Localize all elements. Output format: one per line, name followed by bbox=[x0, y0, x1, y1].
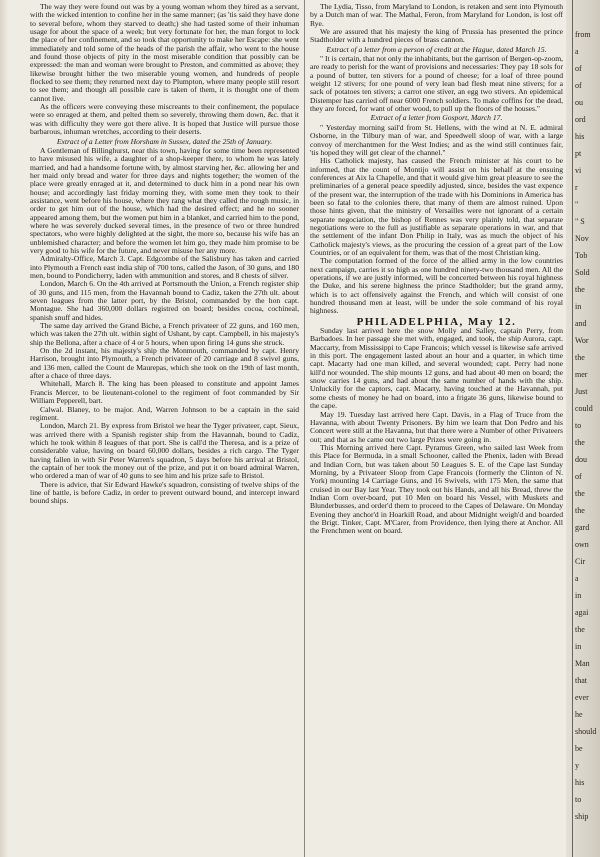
page-edge-shadow bbox=[0, 0, 8, 857]
article-paragraph: Calwal. Blaney, to be major. And, Warren Johnson to be a captain in the said regiment. bbox=[30, 404, 299, 422]
margin-fragment: a bbox=[575, 574, 579, 583]
article-paragraph: There is advice, that Sir Edward Hawke's squadron, consisting of twelve ships of the line of battle, is before Cadiz, in order to prevent outward bound, and intercept inward bound ships. bbox=[30, 479, 299, 506]
margin-fragment: the bbox=[575, 506, 585, 515]
article-paragraph: Admiralty-Office, March 3. Capt. Edgcombe of the Salisbury has taken and carried into Plymouth a French east india ship of 700 tons, called the Jason, of 30 guns, and 180 men, bound to Pondicherry, laden with ammunition and stores, and 8 chests of silver. bbox=[30, 254, 299, 280]
margin-fragment: mer bbox=[575, 370, 588, 379]
margin-fragment: of bbox=[575, 81, 582, 90]
article-paragraph: We are assured that his majesty the king of Prussia has presented the prince Stadtholder with a hundred pieces of brass cannon. bbox=[310, 27, 563, 45]
margin-fragment: Just bbox=[575, 387, 588, 396]
margin-fragment: y bbox=[575, 761, 579, 770]
margin-fragment: Nov bbox=[575, 234, 589, 243]
margin-fragment: agai bbox=[575, 608, 589, 617]
margin-fragment: " S bbox=[575, 217, 585, 226]
letter-heading: Extract of a letter from a person of credit at the Hague, dated March 15. bbox=[326, 44, 547, 54]
margin-fragment: Tob bbox=[575, 251, 588, 260]
article-paragraph: As the officers were conveying these miscreants to their confinement, the populace were so enraged at them, and pelted them so severely, throwing them down, &c. that it was with difficulty they were got there alive. It is hoped that Justice will pursue those barbarous, inhuman wretches, according to their deserts. bbox=[30, 102, 299, 137]
margin-fragment: Man bbox=[575, 659, 590, 668]
article-paragraph: The way they were found out was by a young woman whom they hired as a servant, with the wicked intention to confine her in the same manner; (as 'tis said they have done to several before, whom they starved to death;) she had tasted some of their inhuman usage for about the space of a week; but very fortunate for her, the man forgot to lock the place of her confinement, and so took that opportunity to make her Escape: she went immediately and told some of the heads of the parish the affair, who went to the house and found those objects of pity in the most miserable condition that possibly can be expressed: the man and woman were brought to Preston, and committed as above; they likewise brought hither the two miserable young women, and hundreds of people flocked to see them; they returned next day to Plumpton, where many people still resort to see them; and though all possible care is taken of them, it is thought one of them cannot live. bbox=[30, 3, 299, 103]
margin-fragment: vi bbox=[575, 166, 582, 175]
margin-fragment: the bbox=[575, 625, 585, 634]
margin-fragment: to bbox=[575, 795, 582, 804]
margin-fragment: the bbox=[575, 285, 585, 294]
article-paragraph: The Lydia, Tisso, from Maryland to London, is retaken and sent into Plymouth by a Dutch man of war. The Mathal, Feron, from Maryland for London, is lost off Rye. bbox=[310, 3, 563, 28]
margin-fragment: gard bbox=[575, 523, 590, 532]
margin-fragment: ou bbox=[575, 98, 583, 107]
margin-fragment: of bbox=[575, 64, 582, 73]
margin-fragment: the bbox=[575, 438, 585, 447]
margin-fragment: r bbox=[575, 183, 578, 192]
article-paragraph: The same day arrived the Grand Biche, a French privateer of 22 guns, and 160 men, which was taken the 27th ult. within sight of Ushant, by capt. Campbell, in his majesty's ship the Bellona, after a chace of 4 or 5 hours, when upon firing 14 guns she struck. bbox=[30, 321, 299, 347]
margin-fragment: Cir bbox=[575, 557, 586, 566]
margin-fragment: in bbox=[575, 302, 582, 311]
article-paragraph: This Morning arrived here Capt. Pyramus Green, who sailed last Week from this Place for Bermuda, in a small Schooner, called the Phenix, laden with Bread and Indian Corn, but was taken about 50 Leagues S. E. of the Cape last Sunday Morning, by a Privateer Sloop from Cape Francois (formerly the Clinton of N. York) mounting 14 Carriage Guns, and 16 Swivels, with 175 Men, the same that cruised in our Bay last Year. They took out his Hands, and all his Bread, threw the Indian Corn over-board, put 10 Men on board his Vessel, with Muskets and Blunderbusses, and order'd them to proceed to the Capes of Delaware. On Monday Evening they anchor'd in Hoarkill Road, and about Midnight weigh'd and boarded the Brigt. Tinker, Capt. M'Carer, from Providence, then lying there at Anchor. All the Frenchmen went on board. bbox=[310, 442, 563, 536]
article-paragraph: London, March 6. On the 4th arrived at Portsmouth the Union, a French register ship of 30 guns, and 115 men, from the Havannah bound to Cadiz, taken the 27th ult. about seven leagues from the latter port, by the Bristol, commanded by the hon capt. Montague. She had 360,000 dollars registred on board; besides cocoa, cochineal, spanish snuff and hides. bbox=[30, 279, 299, 322]
margin-fragment: dou bbox=[575, 455, 587, 464]
margin-fragment: a bbox=[575, 47, 579, 56]
margin-fragment: the bbox=[575, 489, 585, 498]
article-paragraph: Whitehall, March 8. The king has been pleased to constitute and appoint James Francis Mercer, to be lieutenant-colonel to the regiment of foot commanded by Sir William Pepperell, bart. bbox=[30, 379, 299, 406]
margin-fragment: Wor bbox=[575, 336, 589, 345]
margin-fragment: to bbox=[575, 421, 582, 430]
margin-fragment: and bbox=[575, 319, 587, 328]
article-paragraph: Sunday last arrived here the snow Molly and Salley, captain Perry, from Barbadoes. In her passage she met with, engaged, and took, the ship Aurora, capt. Maccarty, from Mississippi to Cape Francois; which vessel is likewise safe arrived in this port. The engagement lasted about an hour and a quarter, in which time capt. Macarty had one man killed, and several wounded; capt. Perry had none kill'd nor wounded. The ship mounts 12 guns, and had about 40 men on board; the snow carries 14 guns, and had about the same number of hands with the ship. Unluckily for the captors, capt. Macarty, having touched at the Havannah, put some chests of money he had on board, into a frigate 36 guns, likewise bound to the cape. bbox=[310, 326, 563, 411]
margin-fragment: of bbox=[575, 472, 582, 481]
margin-fragment: in bbox=[575, 591, 582, 600]
article-paragraph: " It is certain, that not only the inhabitants, but the garrison of Bergen-op-zoom, are ready to perish for the want of provisions and necessaries: They pay 18 sols for a pound of butter, ten stivers for a pound of cheese; for a loaf of three pound weight 12 stivers; for one pound of very lean bad flesh meat nine stivers; for a sack of potatoes ten stivers; a carrot one stiver, an egg two stivers. An epidemical Distemper has carried off near 6000 French soldiers. To make coffins for the dead, they are forced, for want of other wood, to pull up the floors of the houses." bbox=[310, 54, 563, 114]
margin-fragment: own bbox=[575, 540, 589, 549]
article-paragraph: On the 2d instant, his majesty's ship the Monmouth, commanded by capt. Henry Harrison, brought into Plymouth, a French privateer of 20 carriage and 8 swivel guns, and 136 men, called the Count de Maurepas, which she took on the 19th of last month, after a chace of three days. bbox=[30, 346, 299, 381]
article-paragraph: His Catholick majesty, has caused the French minister at his court to be informed, that the count of Montijo will assist on his behalf at the ensuing conferences at Aix la Chapelle, and that it would give him great pleasure to see the preliminaries of a general peace speedily adjusted, since, besides the vast expence of the present war, the interruption of the trade with his Dominions in America has been so fatal to the colonies there, that many of them are almost ruined. Upon those hints given, that the ministry of Versailles were not ignorant of a certain separate negociation, the bishop of Rennes was very plainly told, that separate negotiations were to the full as justifiable as separate operations in war, and that the settlement of the infant Don Philip in Italy, was as much the object of his Catholick majesty's views, as the procuring the cession of a great part of the Low Countries, or of an equivalent for them, was that of the most Christian king. bbox=[310, 156, 563, 257]
letter-heading: Extract of a letter from Gosport, March 17. bbox=[370, 113, 503, 123]
margin-fragment: Sold bbox=[575, 268, 590, 277]
margin-fragment: pt bbox=[575, 149, 582, 158]
margin-fragment: " bbox=[575, 200, 579, 209]
article-paragraph: The computation formed of the force of the allied army in the low countries next campaign, carries it so high as one hundred ninety-two thousand men. All the operations, if we are justly informed, will be concerted between his royal highness the Duke, and his serene highness the prince Stadtholder; but the grand army, which is to act offensively against the French, and which will consist of one hundred thousand men at least, will be under the sole command of his royal highness. bbox=[310, 256, 563, 316]
right-column bbox=[310, 3, 563, 851]
margin-fragment: his bbox=[575, 778, 585, 787]
article-paragraph: " Yesterday morning sail'd from St. Hellens, with the wind at N. E. admiral Osborne, in the Tilbury man of war, and Speedwell sloop of war, with a large convoy of merchantmen for the West Indies; and as the wind still continues fair, 'tis hoped they will get clear of the channel." bbox=[310, 122, 563, 157]
article-paragraph: A Gentleman of Billinghurst, near this town, having for some time been represented to have misused his wife, a daughter of a shop-keeper there, to whom he was lately married, and had a handsome fortune with, by almost starving her, &c. allowing her and her maid only bread and water for three days and nights together; the women of the place were greatly enraged at it, and determined to duck him in a pond near his own house; and accordingly last friday morning they, with some men they took to their assistance, went before his house, where they rang what they called the rough music, in order to get him out of the house, which had the desired effect; and he no sooner appeared among them, but the women put him in a blanket, and carried him to the pond, where he was severely ducked several times, in the presence of two or three hundred spectators, who were highly delighted at the sight, the more so, because his wife has an unblemished character; and before the women let him go, they made him promise to be very good to his wife for the future, and never misuse her any more. bbox=[30, 145, 299, 255]
left-column bbox=[30, 3, 299, 851]
margin-fragment: the bbox=[575, 353, 585, 362]
margin-fragment: be bbox=[575, 744, 583, 753]
article-paragraph: May 19. Tuesday last arrived here Capt. Davis, in a Flag of Truce from the Havanna, with about Twenty Prisoners. By him we learn that Don Pedro and his Concert were still at the Havanna, but that there were a Number of other Privateers out; and that as he came out two large Prizes were going in. bbox=[310, 409, 563, 444]
margin-fragment: ord bbox=[575, 115, 586, 124]
margin-fragment: from bbox=[575, 30, 591, 39]
margin-fragment: ever bbox=[575, 693, 589, 702]
margin-fragment: ship bbox=[575, 812, 589, 821]
margin-fragment: in bbox=[575, 642, 582, 651]
next-page-edge bbox=[572, 0, 573, 857]
margin-fragment: should bbox=[575, 727, 597, 736]
dateline: PHILADELPHIA, May 12. bbox=[356, 315, 517, 328]
article-paragraph: London, March 21. By express from Bristol we hear the Tyger privateer, capt. Sieux, was arrived there with a Spanish register ship from the Havannah, bound to Cadiz, which he took within 8 leagues of that port. She is call'd the Theresa, and is a prize of considerable value, having on board 60,000 dollars, besides a rich cargo. The Tyger having fallen in with Sir Peter Warren's squadron, 5 days before his arrival at Bristol, the captain of her took the money out of the prize, and put it on board admiral Warren, who ordered a man of war of 40 guns to see him and his prize safe to Bristol. bbox=[30, 421, 299, 481]
margin-fragment: could bbox=[575, 404, 593, 413]
letter-heading: Extract of a Letter from Horsham in Sussex, dated the 25th of January. bbox=[56, 136, 273, 146]
margin-fragment: his bbox=[575, 132, 585, 141]
margin-fragment: that bbox=[575, 676, 587, 685]
column-rule bbox=[304, 0, 305, 857]
margin-fragment: he bbox=[575, 710, 583, 719]
